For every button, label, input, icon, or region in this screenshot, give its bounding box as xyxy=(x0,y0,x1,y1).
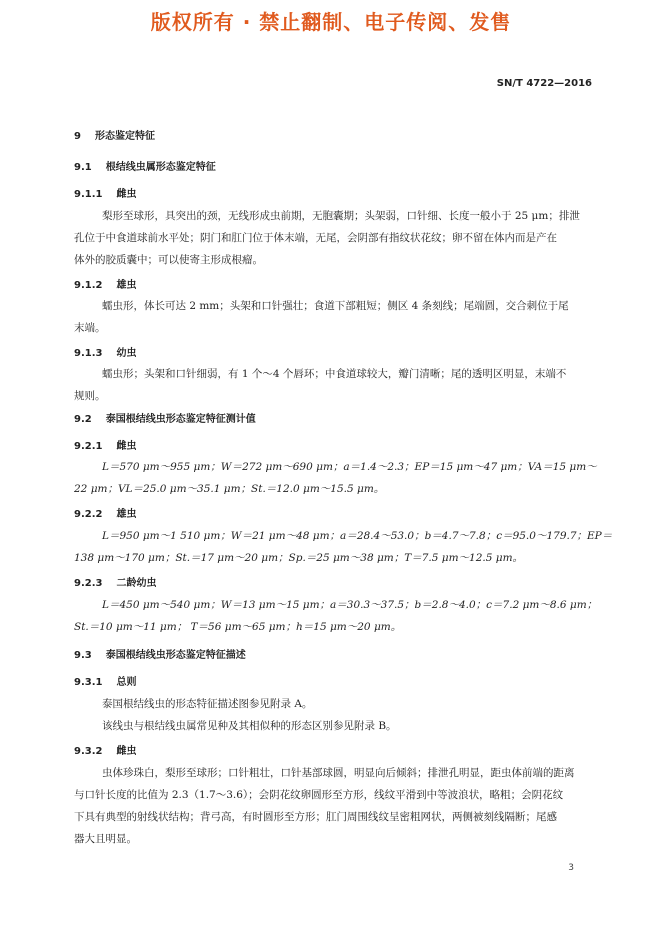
section-9-1-3-heading xyxy=(74,344,136,359)
paragraph-line: 规则。 xyxy=(74,390,106,402)
section-9-3-2-heading xyxy=(74,742,136,757)
section-9-2-1-body xyxy=(74,456,597,500)
section-title: 泰国根结线虫形态鉴定特征测计值 xyxy=(105,414,256,425)
paragraph-line: L＝450 μm～540 μm；W＝13 μm～15 μm；a＝30.3～37.5；b＝2.8～4.0；c＝7.2 μm～8.6 μm； xyxy=(102,599,598,611)
standard-number: SN/T 4722—2016 xyxy=(496,78,592,89)
section-9-1-1-body xyxy=(74,205,580,271)
section-number: 9.2.3 xyxy=(74,578,103,589)
section-title: 幼虫 xyxy=(116,348,137,359)
page-number: 3 xyxy=(568,863,574,873)
paragraph-line: St.＝10 μm～11 μm； T＝56 μm～65 μm；h＝15 μm～20 μm。 xyxy=(74,621,402,633)
paragraph-line: L＝570 μm～955 μm；W＝272 μm～690 μm；a＝1.4～2.3；EP＝15 μm～47 μm；VA＝15 μm～ xyxy=(102,461,597,473)
paragraph-line: 孔位于中食道球前水平处；阴门和肛门位于体末端，无尾，会阴部有指纹状花纹；卵不留在体内而是产在 xyxy=(74,232,557,244)
paragraph-line: 泰国根结线虫的形态特征描述图参见附录 A。 xyxy=(102,698,313,710)
section-9-2-2-heading xyxy=(74,505,136,520)
paragraph-line: 器大且明显。 xyxy=(74,833,137,845)
section-9-2-2-body xyxy=(74,525,612,569)
section-number: 9.2.1 xyxy=(74,441,103,452)
paragraph-line: 下具有典型的射线状结构；背弓高，有时圆形至方形；肛门周围线纹呈密粗网状，两侧被刻线隔断；尾感 xyxy=(74,811,557,823)
section-title: 总则 xyxy=(116,677,137,688)
section-title: 雌虫 xyxy=(116,189,137,200)
section-number: 9 xyxy=(74,131,81,142)
section-9-1-1-heading xyxy=(74,185,136,200)
section-9-1-2-heading xyxy=(74,276,136,291)
section-number: 9.1.2 xyxy=(74,280,103,291)
section-9-1-3-body xyxy=(74,363,566,407)
section-9-2-heading xyxy=(74,410,256,425)
section-title: 雌虫 xyxy=(116,441,137,452)
paragraph-line: 蠕虫形，体长可达 2 mm；头架和口针强壮；食道下部粗短；侧区 4 条刻线；尾端圆，交合刺位于尾 xyxy=(102,300,569,312)
section-title: 形态鉴定特征 xyxy=(94,131,155,142)
section-number: 9.3.2 xyxy=(74,746,103,757)
paragraph-line: 与口针长度的比值为 2.3（1.7～3.6）；会阴花纹卵圆形至方形，线纹平滑到中等波浪状，略粗；会阴花纹 xyxy=(74,789,564,801)
paragraph-line: 22 μm；VL＝25.0 μm～35.1 μm；St.＝12.0 μm～15.5 μm。 xyxy=(74,483,385,495)
section-9-3-1-heading xyxy=(74,673,136,688)
section-title: 雄虫 xyxy=(116,280,137,291)
section-9-3-heading xyxy=(74,646,246,661)
section-number: 9.1 xyxy=(74,162,92,173)
paragraph-line: 蠕虫形；头架和口针细弱，有 1 个～4 个唇环；中食道球较大，瓣门清晰；尾的透明区明显，末端不 xyxy=(102,368,567,380)
section-9-2-3-body xyxy=(74,594,597,638)
section-9-2-3-heading xyxy=(74,574,156,589)
section-title: 根结线虫属形态鉴定特征 xyxy=(105,162,216,173)
section-number: 9.1.3 xyxy=(74,348,103,359)
section-title: 雌虫 xyxy=(116,746,137,757)
section-number: 9.3 xyxy=(74,650,92,661)
paragraph-line: L＝950 μm～1 510 μm；W＝21 μm～48 μm；a＝28.4～53.0；b＝4.7～7.8；c＝95.0～179.7；EP＝ xyxy=(102,530,613,542)
section-number: 9.3.1 xyxy=(74,677,103,688)
copyright-watermark: 版权所有 · 禁止翻制、电子传阅、发售 xyxy=(150,10,512,34)
section-title: 雄虫 xyxy=(116,509,137,520)
section-9-3-1-body xyxy=(74,693,397,737)
section-number: 9.2 xyxy=(74,414,92,425)
section-title: 泰国根结线虫形态鉴定特征描述 xyxy=(105,650,246,661)
paragraph-line: 梨形至球形，具突出的颈，无线形成虫前期，无胞囊期；头架弱，口针细、长度一般小于 25 μm；排泄 xyxy=(102,210,580,222)
section-number: 9.1.1 xyxy=(74,189,103,200)
section-9-3-2-body xyxy=(74,762,575,850)
section-9-heading xyxy=(74,127,155,142)
paragraph-line: 末端。 xyxy=(74,322,106,334)
paragraph-line: 该线虫与根结线虫属常见种及其相似种的形态区别参见附录 B。 xyxy=(102,720,397,732)
paragraph-line: 138 μm～170 μm；St.＝17 μm～20 μm；Sp.＝25 μm～38 μm；T＝7.5 μm～12.5 μm。 xyxy=(74,552,524,564)
paragraph-line: 体外的胶质囊中；可以使寄主形成根瘤。 xyxy=(74,254,263,266)
section-title: 二龄幼虫 xyxy=(116,578,157,589)
paragraph-line: 虫体珍珠白，梨形至球形；口针粗壮，口针基部球圆，明显向后倾斜；排泄孔明显，距虫体前端的距离 xyxy=(102,767,575,779)
section-9-1-2-body xyxy=(74,295,569,339)
section-9-2-1-heading xyxy=(74,437,136,452)
section-number: 9.2.2 xyxy=(74,509,103,520)
section-9-1-heading xyxy=(74,158,216,173)
